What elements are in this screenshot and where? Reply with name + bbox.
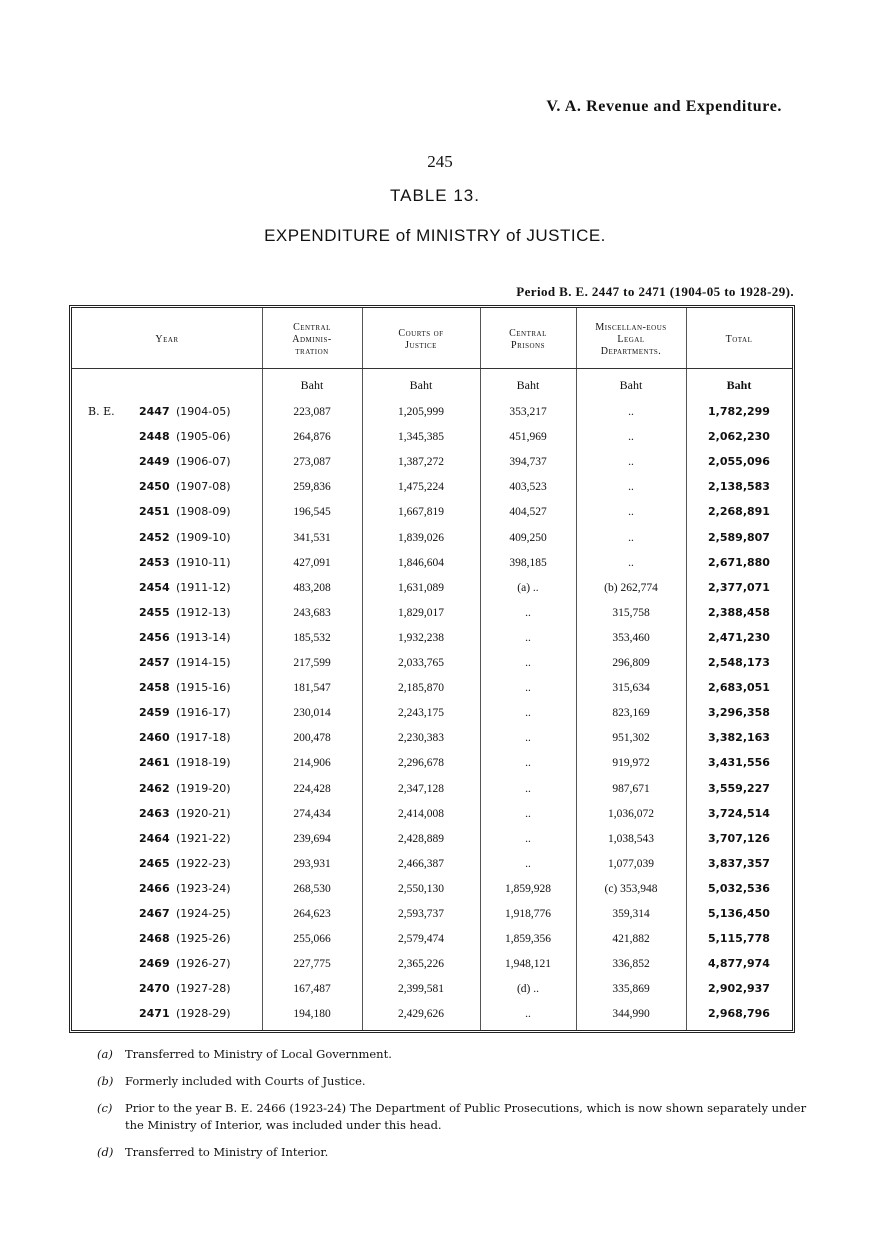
row-central-administration: 239,694 — [293, 832, 331, 845]
row-courts-of-justice: 1,667,819 — [398, 506, 444, 519]
row-central-prisons: .. — [525, 807, 531, 820]
row-central-administration: 483,208 — [293, 581, 331, 594]
row-gregorian-year: (1919-20) — [176, 781, 231, 795]
table-row — [72, 404, 792, 429]
table-row — [72, 580, 792, 605]
table-title: TABLE 13. — [390, 186, 480, 205]
row-misc-legal-departments: .. — [628, 531, 634, 544]
table-row — [72, 730, 792, 755]
row-gregorian-year: (1921-22) — [176, 831, 231, 845]
unit-label: Baht — [516, 378, 540, 392]
row-courts-of-justice: 2,550,130 — [398, 882, 444, 895]
row-central-administration: 181,547 — [293, 682, 331, 695]
footnotes — [97, 1046, 817, 1171]
row-be-year: 2463 — [139, 806, 170, 820]
row-misc-legal-departments: 951,302 — [612, 732, 650, 745]
row-central-administration: 274,434 — [293, 807, 331, 820]
row-central-administration: 293,931 — [293, 857, 331, 870]
row-gregorian-year: (1910-11) — [176, 555, 231, 569]
row-be-year: 2449 — [139, 455, 170, 469]
row-be-year: 2457 — [139, 656, 170, 669]
row-total: 3,431,556 — [708, 756, 770, 770]
row-central-administration: 200,478 — [293, 732, 331, 745]
row-total: 2,388,458 — [708, 605, 770, 619]
row-total: 2,055,096 — [708, 455, 770, 469]
row-gregorian-year: (1915-16) — [176, 681, 231, 695]
row-misc-legal-departments: 1,036,072 — [608, 807, 654, 820]
table-row — [72, 680, 792, 705]
row-courts-of-justice: 1,932,238 — [398, 631, 444, 644]
row-central-prisons: .. — [525, 1008, 531, 1021]
row-central-prisons: .. — [525, 606, 531, 619]
row-total: 3,707,126 — [708, 831, 770, 845]
row-central-prisons: 398,185 — [509, 556, 547, 569]
row-total: 5,032,536 — [708, 881, 770, 895]
row-total: 3,724,514 — [708, 806, 770, 820]
row-misc-legal-departments: 1,077,039 — [608, 857, 654, 870]
row-central-prisons: .. — [525, 857, 531, 870]
row-total: 2,377,071 — [708, 580, 770, 594]
row-total: 2,589,807 — [708, 530, 770, 544]
table-row — [72, 856, 792, 881]
table-row — [72, 781, 792, 806]
row-misc-legal-departments: 823,169 — [612, 707, 650, 720]
row-central-prisons: .. — [525, 782, 531, 795]
row-courts-of-justice: 2,429,626 — [398, 1008, 444, 1021]
header-separator — [72, 368, 792, 369]
row-central-prisons: .. — [525, 832, 531, 845]
row-misc-legal-departments: 987,671 — [612, 782, 650, 795]
row-central-administration: 255,066 — [293, 933, 331, 946]
row-be-year: 2460 — [139, 731, 170, 745]
row-central-prisons: .. — [525, 657, 531, 669]
unit-label: Baht — [619, 378, 643, 392]
row-courts-of-justice: 1,345,385 — [398, 431, 444, 444]
row-central-prisons: .. — [525, 682, 531, 695]
unit-label: Baht — [300, 378, 324, 392]
row-central-administration: 196,545 — [293, 506, 331, 519]
unit-label: Baht — [409, 378, 433, 392]
table-row — [72, 655, 792, 680]
expenditure-table — [69, 305, 795, 1033]
table-row — [72, 454, 792, 479]
row-be-year: 2466 — [139, 881, 170, 895]
table-row — [72, 831, 792, 856]
row-be-year: 2468 — [139, 932, 170, 946]
row-central-prisons: 1,859,356 — [505, 933, 551, 946]
row-total: 1,782,299 — [708, 405, 770, 418]
row-courts-of-justice: 2,243,175 — [398, 707, 444, 720]
row-gregorian-year: (1914-15) — [176, 656, 231, 669]
table-row — [72, 429, 792, 454]
row-gregorian-year: (1928-29) — [176, 1007, 231, 1021]
row-gregorian-year: (1916-17) — [176, 706, 231, 720]
footnote-text: Transferred to Ministry of Interior. — [125, 1145, 329, 1159]
row-central-prisons: (a) .. — [517, 581, 539, 594]
row-courts-of-justice: 2,593,737 — [398, 908, 444, 920]
row-gregorian-year: (1905-06) — [176, 430, 231, 444]
row-be-year: 2467 — [139, 907, 170, 920]
row-gregorian-year: (1922-23) — [176, 856, 231, 870]
row-central-administration: 273,087 — [293, 456, 331, 469]
row-central-prisons: .. — [525, 757, 531, 770]
row-central-prisons: 404,527 — [509, 506, 547, 519]
row-courts-of-justice: 2,296,678 — [398, 757, 444, 770]
row-total: 2,671,880 — [708, 555, 770, 569]
row-era: B. E. — [88, 405, 115, 418]
row-courts-of-justice: 2,428,889 — [398, 832, 444, 845]
main-title: EXPENDITURE of MINISTRY of JUSTICE. — [264, 226, 606, 245]
footnote-mark: (b) — [97, 1074, 114, 1088]
row-gregorian-year: (1911-12) — [176, 580, 231, 594]
row-central-administration: 341,531 — [293, 531, 331, 544]
row-be-year: 2450 — [139, 480, 170, 494]
row-total: 2,062,230 — [708, 430, 770, 444]
row-misc-legal-departments: .. — [628, 456, 634, 469]
row-courts-of-justice: 1,387,272 — [398, 456, 444, 469]
footnote-mark: (c) — [97, 1101, 113, 1115]
row-misc-legal-departments: .. — [628, 556, 634, 569]
table-row — [72, 931, 792, 956]
row-central-administration: 214,906 — [293, 757, 331, 770]
row-misc-legal-departments: (b) 262,774 — [604, 581, 658, 594]
row-be-year: 2469 — [139, 957, 170, 971]
row-central-administration: 194,180 — [293, 1008, 331, 1021]
row-total: 2,471,230 — [708, 630, 770, 644]
row-total: 3,837,357 — [708, 856, 770, 870]
row-be-year: 2464 — [139, 831, 170, 845]
header-total: Total — [725, 334, 753, 345]
section-title: V. A. Revenue and Expenditure. — [546, 98, 782, 115]
row-misc-legal-departments: .. — [628, 431, 634, 444]
row-misc-legal-departments: 344,990 — [612, 1008, 650, 1021]
row-misc-legal-departments: 1,038,543 — [608, 832, 654, 845]
row-central-administration: 224,428 — [293, 782, 331, 795]
row-be-year: 2451 — [139, 505, 170, 519]
table-row — [72, 555, 792, 580]
footnote — [97, 1073, 817, 1090]
row-be-year: 2448 — [139, 430, 170, 444]
row-total: 3,559,227 — [708, 781, 770, 795]
row-central-administration: 259,836 — [293, 481, 331, 494]
row-central-administration: 167,487 — [293, 983, 331, 996]
row-misc-legal-departments: 421,882 — [612, 933, 650, 946]
row-central-administration: 227,775 — [293, 958, 331, 971]
row-courts-of-justice: 2,466,387 — [398, 857, 444, 870]
row-total: 5,115,778 — [708, 932, 770, 946]
row-gregorian-year: (1913-14) — [176, 630, 231, 644]
row-central-prisons: 409,250 — [509, 531, 547, 544]
table-row — [72, 705, 792, 730]
row-central-administration: 264,876 — [293, 431, 331, 444]
header-courts-of-justice: Courts of Justice — [398, 328, 444, 351]
row-courts-of-justice: 2,365,226 — [398, 958, 444, 971]
row-gregorian-year: (1909-10) — [176, 530, 231, 544]
row-courts-of-justice: 1,829,017 — [398, 606, 444, 619]
row-gregorian-year: (1908-09) — [176, 505, 231, 519]
row-gregorian-year: (1906-07) — [176, 455, 231, 469]
row-total: 2,683,051 — [708, 681, 770, 695]
row-central-prisons: .. — [525, 732, 531, 745]
row-central-administration: 185,532 — [293, 631, 331, 644]
header-central-administration: Central Adminis-tration — [292, 322, 332, 357]
page-number: 245 — [427, 152, 453, 171]
table-row — [72, 755, 792, 780]
row-gregorian-year: (1912-13) — [176, 605, 231, 619]
row-courts-of-justice: 2,033,765 — [398, 657, 444, 669]
row-be-year: 2447 — [139, 405, 170, 418]
row-misc-legal-departments: 919,972 — [612, 757, 650, 770]
row-gregorian-year: (1907-08) — [176, 480, 231, 494]
footnote — [97, 1100, 817, 1134]
row-be-year: 2462 — [139, 781, 170, 795]
row-gregorian-year: (1927-28) — [176, 982, 231, 996]
row-gregorian-year: (1920-21) — [176, 806, 231, 820]
table-row — [72, 479, 792, 504]
row-gregorian-year: (1925-26) — [176, 932, 231, 946]
row-courts-of-justice: 2,185,870 — [398, 682, 444, 695]
row-be-year: 2455 — [139, 605, 170, 619]
table-row — [72, 981, 792, 1006]
footnote — [97, 1046, 817, 1063]
row-courts-of-justice: 1,839,026 — [398, 531, 444, 544]
row-total: 2,268,891 — [708, 505, 770, 519]
table-row — [72, 1006, 792, 1031]
table-row — [72, 630, 792, 655]
footnote-mark: (a) — [97, 1047, 113, 1061]
row-total: 2,902,937 — [708, 982, 770, 996]
row-central-administration: 427,091 — [293, 556, 331, 569]
row-courts-of-justice: 2,579,474 — [398, 933, 444, 946]
table-row — [72, 956, 792, 981]
row-gregorian-year: (1923-24) — [176, 881, 231, 895]
row-central-prisons: 1,948,121 — [505, 958, 551, 971]
row-be-year: 2452 — [139, 530, 170, 544]
table-row — [72, 906, 792, 931]
row-central-administration: 268,530 — [293, 882, 331, 895]
row-misc-legal-departments: 359,314 — [612, 908, 650, 920]
footnote — [97, 1144, 817, 1161]
period-label: Period B. E. 2447 to 2471 (1904-05 to 1928-29). — [516, 284, 794, 299]
unit-label: Baht — [726, 378, 752, 392]
table-row — [72, 504, 792, 529]
row-misc-legal-departments: (c) 353,948 — [604, 882, 658, 895]
row-misc-legal-departments: 315,634 — [612, 682, 650, 695]
row-total: 2,548,173 — [708, 656, 770, 669]
row-total: 4,877,974 — [708, 957, 770, 971]
row-courts-of-justice: 2,414,008 — [398, 807, 444, 820]
row-total: 5,136,450 — [708, 907, 770, 920]
row-central-prisons: .. — [525, 631, 531, 644]
row-misc-legal-departments: .. — [628, 481, 634, 494]
row-courts-of-justice: 2,347,128 — [398, 782, 444, 795]
footnote-text: Transferred to Ministry of Local Government. — [125, 1047, 392, 1061]
row-central-administration: 217,599 — [293, 657, 331, 669]
header-misc-legal-departments: Miscellan-eous Legal Departments. — [595, 322, 667, 357]
row-courts-of-justice: 2,399,581 — [398, 983, 444, 996]
row-misc-legal-departments: 315,758 — [612, 606, 650, 619]
header-central-prisons: Central Prisons — [509, 328, 547, 351]
row-gregorian-year: (1917-18) — [176, 731, 231, 745]
row-be-year: 2465 — [139, 856, 170, 870]
row-total: 2,138,583 — [708, 480, 770, 494]
row-gregorian-year: (1904-05) — [176, 405, 231, 418]
row-courts-of-justice: 2,230,383 — [398, 732, 444, 745]
row-central-prisons: .. — [525, 707, 531, 720]
row-be-year: 2459 — [139, 706, 170, 720]
footnote-mark: (d) — [97, 1145, 114, 1159]
row-be-year: 2456 — [139, 630, 170, 644]
row-misc-legal-departments: 336,852 — [612, 958, 650, 971]
row-central-administration: 264,623 — [293, 908, 331, 920]
row-be-year: 2461 — [139, 756, 170, 770]
row-misc-legal-departments: .. — [628, 506, 634, 519]
row-gregorian-year: (1918-19) — [176, 756, 231, 770]
row-central-prisons: 1,859,928 — [505, 882, 551, 895]
row-total: 3,296,358 — [708, 706, 770, 720]
row-gregorian-year: (1924-25) — [176, 907, 231, 920]
row-misc-legal-departments: 296,809 — [612, 657, 650, 669]
row-be-year: 2470 — [139, 982, 170, 996]
row-central-prisons: (d) .. — [516, 983, 540, 996]
row-be-year: 2471 — [139, 1007, 170, 1021]
row-central-prisons: 1,918,776 — [505, 908, 551, 920]
row-central-administration: 243,683 — [293, 606, 331, 619]
row-central-prisons: 394,737 — [509, 456, 547, 469]
row-be-year: 2454 — [139, 580, 170, 594]
row-gregorian-year: (1926-27) — [176, 957, 231, 971]
table-row — [72, 530, 792, 555]
row-be-year: 2458 — [139, 681, 170, 695]
row-misc-legal-departments: .. — [628, 406, 634, 418]
row-courts-of-justice: 1,846,604 — [398, 556, 444, 569]
row-courts-of-justice: 1,475,224 — [398, 481, 444, 494]
row-central-prisons: 353,217 — [509, 406, 547, 418]
footnote-text: Prior to the year B. E. 2466 (1923-24) The Department of Public Prosecutions, which is now shown separately under the Ministry of Interior, was included under this head. — [125, 1101, 807, 1132]
row-central-prisons: 403,523 — [509, 481, 547, 494]
row-courts-of-justice: 1,631,089 — [398, 581, 444, 594]
row-misc-legal-departments: 353,460 — [612, 631, 650, 644]
row-total: 3,382,163 — [708, 731, 770, 745]
row-courts-of-justice: 1,205,999 — [398, 406, 444, 418]
row-misc-legal-departments: 335,869 — [612, 983, 650, 996]
row-central-prisons: 451,969 — [509, 431, 547, 444]
row-central-administration: 230,014 — [293, 707, 331, 720]
footnote-text: Formerly included with Courts of Justice. — [125, 1074, 366, 1088]
table-row — [72, 806, 792, 831]
row-be-year: 2453 — [139, 555, 170, 569]
row-total: 2,968,796 — [708, 1007, 770, 1021]
table-row — [72, 605, 792, 630]
row-central-administration: 223,087 — [293, 406, 331, 418]
header-year: Year — [155, 334, 179, 345]
table-row — [72, 881, 792, 906]
